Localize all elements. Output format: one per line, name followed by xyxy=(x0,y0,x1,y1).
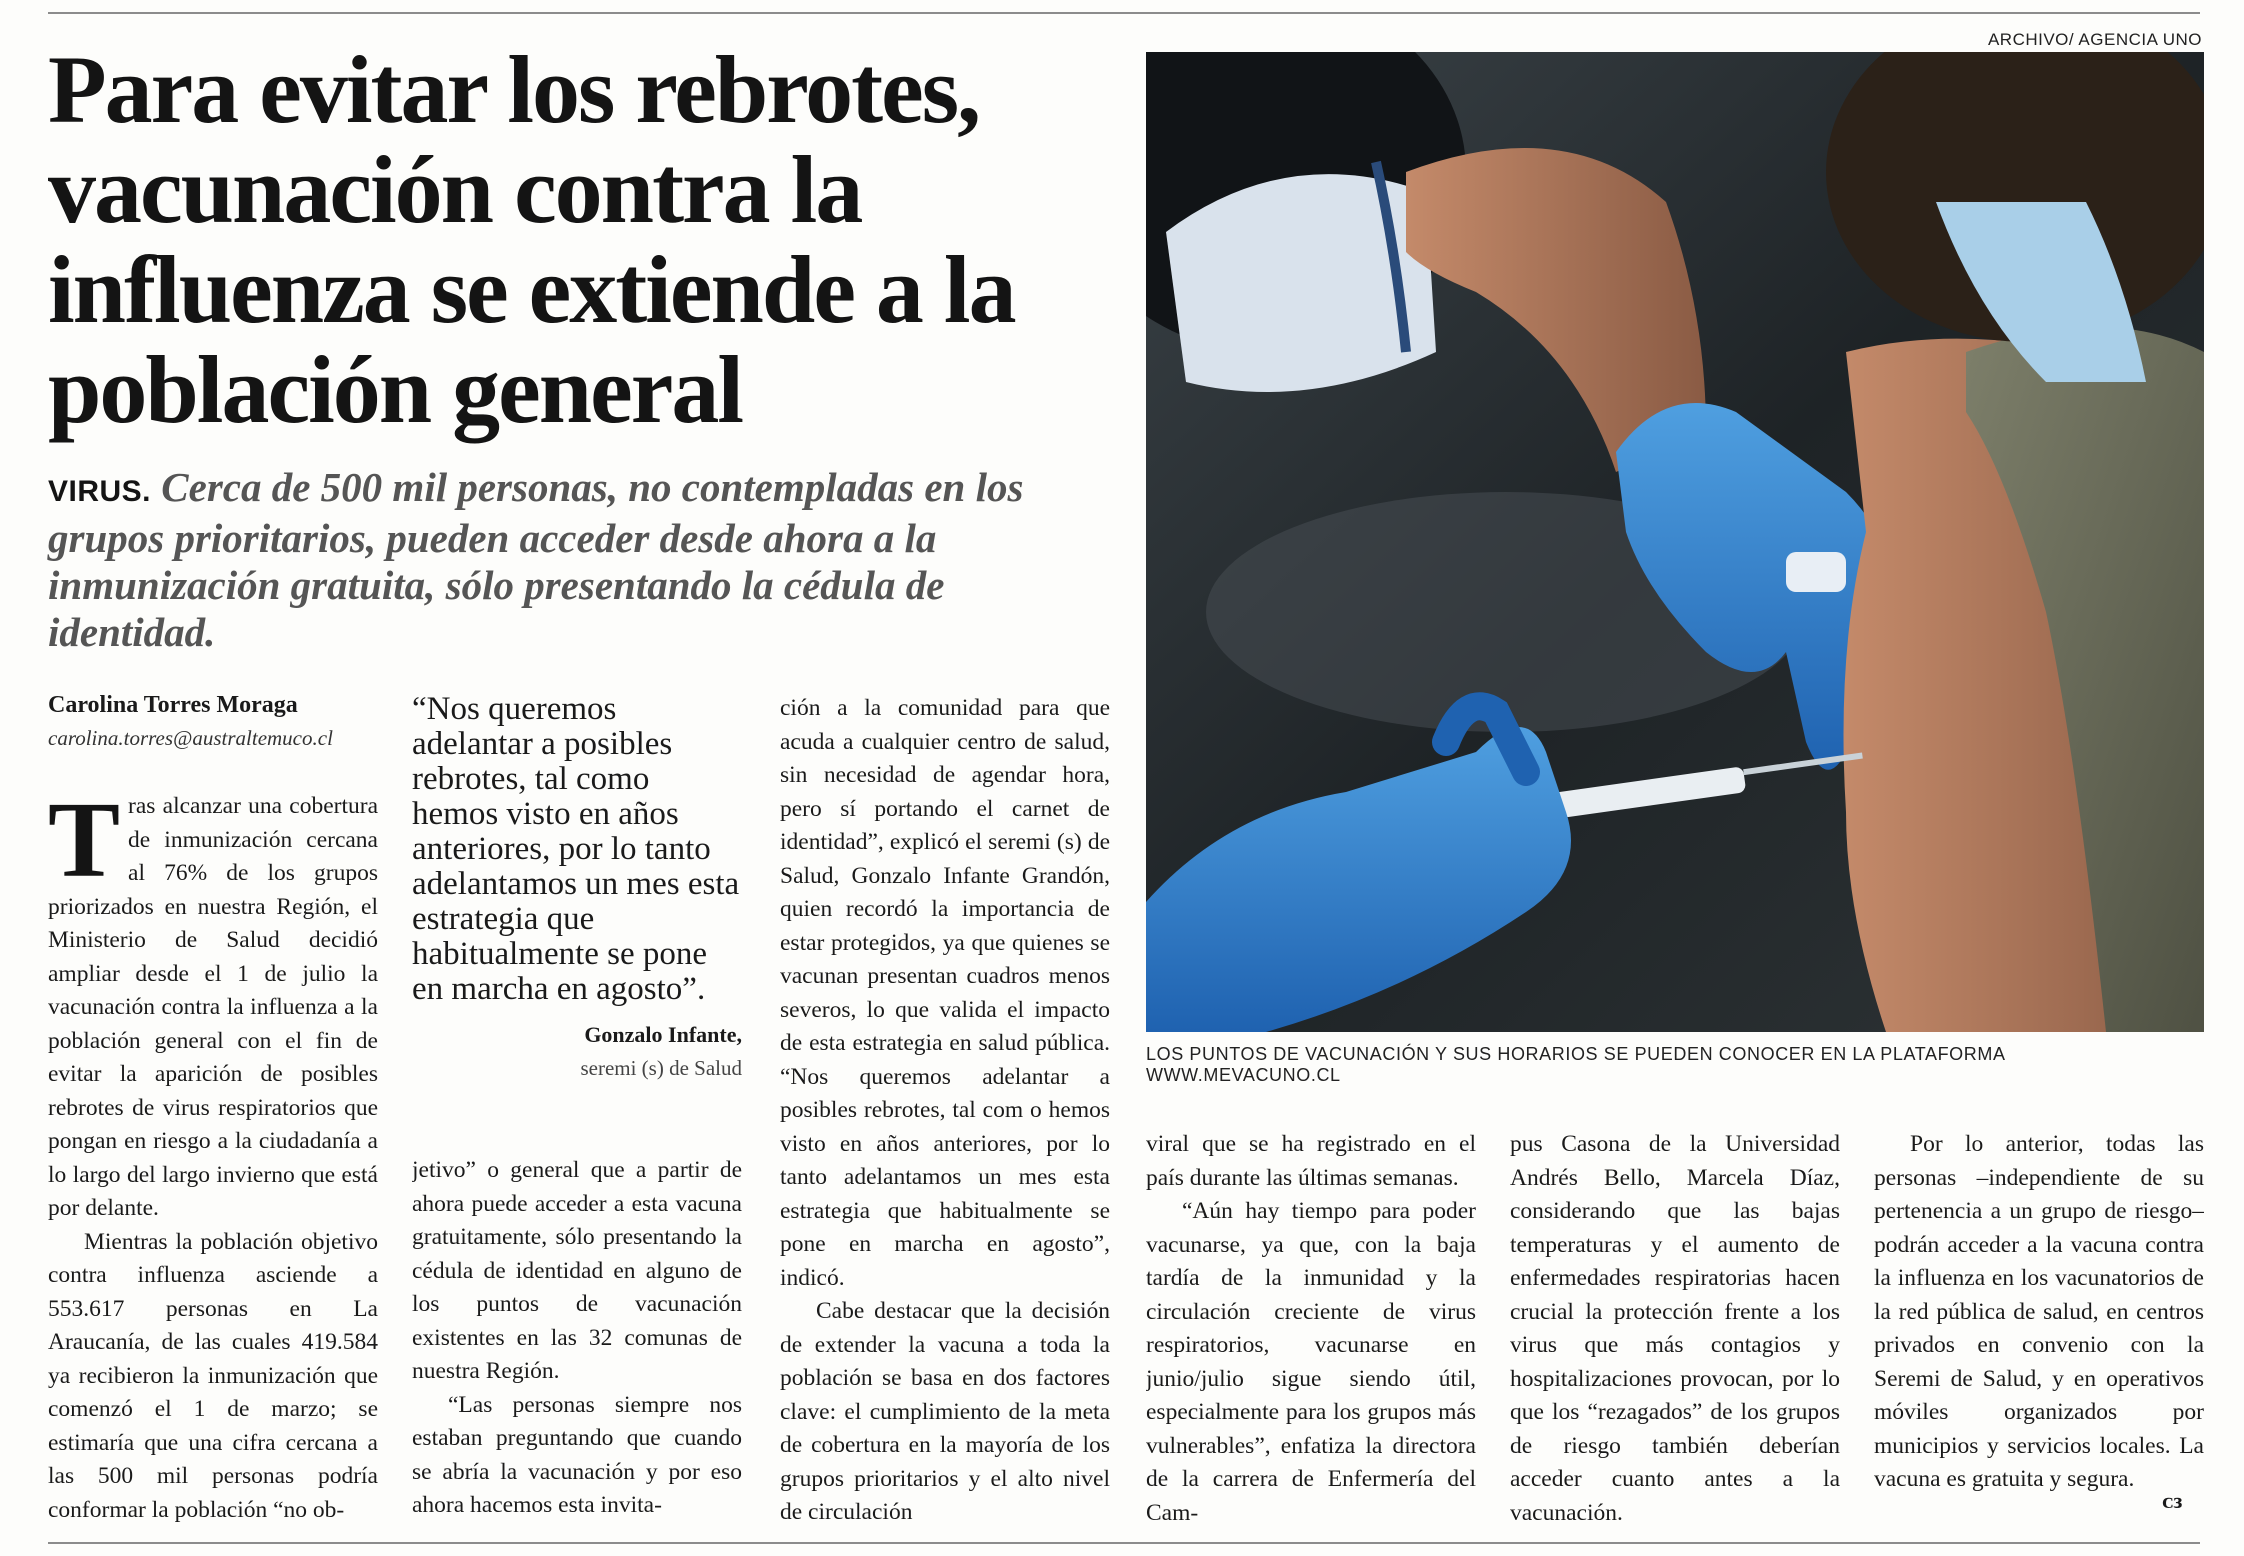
deck-kicker: VIRUS. xyxy=(48,475,152,508)
body-paragraph xyxy=(48,790,378,1226)
byline-author: Carolina Torres Moraga xyxy=(48,692,298,718)
body-paragraph: viral que se ha registrado en el país durante las últimas semanas. xyxy=(1146,1131,1476,1191)
body-column-5 xyxy=(1510,1128,1840,1532)
deck xyxy=(48,464,1088,656)
vaccination-photo xyxy=(1146,52,2204,1032)
body-paragraph: “Aún hay tiempo para poder vacunarse, ya que, con la baja tardía de la inmunidad y la circulación creciente de virus respiratorios, vacunarse en junio/julio sigue siendo útil, especialmente para los grupos más vulnerables”, enfatiza la directora de la carrera de Enfermería del Cam- xyxy=(1146,1198,1476,1526)
byline-email[interactable]: carolina.torres@australtemuco.cl xyxy=(48,726,333,750)
photo-credit: ARCHIVO/ AGENCIA UNO xyxy=(1987,30,2202,49)
body-column-4 xyxy=(1146,1128,1476,1532)
pull-quote-role: seremi (s) de Salud xyxy=(580,1056,742,1080)
deck-text: Cerca de 500 mil personas, no contempladas en los grupos prioritarios, pueden acceder desde ahora a la inmunización gratuita, sólo presentando la cédula de identidad. xyxy=(48,464,1024,655)
body-paragraph: pus Casona de la Universidad Andrés Bello, Marcela Díaz, considerando que las bajas temperaturas y el aumento de enfermedades respiratorias hacen crucial la protección frente a los virus que más contagios y hospitalizaciones provocan, por lo que los “rezagados” de los grupos de riesgo también deberían acceder cuanto antes a la vacunación. xyxy=(1510,1131,1840,1526)
body-column-1 xyxy=(48,790,378,1530)
pull-quote-name: Gonzalo Infante, xyxy=(584,1022,742,1047)
body-column-2 xyxy=(412,1154,742,1530)
body-column-3 xyxy=(780,692,1110,1532)
paragraph-text: ras alcanzar una cobertura de inmunización cercana al 76% de los grupos priorizados en nuestra Región, el Ministerio de Salud decidió ampliar desde el 1 de julio la vacunación contra la influenza a la población general con el fin de evitar la aparición de posibles rebrotes de virus respiratorios que pongan en riesgo a la ciudadanía a lo largo del largo invierno que está por delante. xyxy=(48,793,378,1221)
end-mark: ᴄз xyxy=(2162,1488,2183,1513)
body-paragraph: ción a la comunidad para que acuda a cualquier centro de salud, sin necesidad de agendar hora, pero sí portando el carnet de identidad”, explicó el seremi (s) de Salud, Gonzalo Infante Grandón, quien recordó la importancia de estar protegidos, ya que quienes se vacunan presentan cuadros menos severos, lo que valida el impacto de esta estrategia en salud pública. “Nos queremos adelantar a posibles rebrotes, tal com o hemos visto en años anteriores, por lo tanto adelantamos un mes esta estrategia que habitualmente se pone en marcha en agosto”, indicó. xyxy=(780,695,1110,1291)
bottom-rule xyxy=(48,1542,2200,1544)
body-paragraph: jetivo” o general que a partir de ahora puede acceder a esta vacuna gratuitamente, sólo presentando la cédula de identidad en alguno de los puntos de vacunación existentes en las 32 comunas de nuestra Región. xyxy=(412,1157,742,1384)
pull-quote: “Nos queremos adelantar a posibles rebrotes, tal como hemos visto en años anteriores, por lo tanto adelantamos un mes esta estrategia que habitualmente se pone en marcha en agosto”. xyxy=(412,691,740,1007)
photo-caption: LOS PUNTOS DE VACUNACIÓN Y SUS HORARIOS SE PUEDEN CONOCER EN LA PLATAFORMA WWW.MEVACUNO.CL xyxy=(1146,1044,2005,1085)
headline: Para evitar los rebrotes, vacunación contra la influenza se extiende a la población general xyxy=(48,36,1015,443)
vaccination-photo-illustration xyxy=(1146,52,2204,1032)
body-paragraph: Cabe destacar que la decisión de extender la vacuna a toda la población se basa en dos factores clave: el cumplimiento de la meta de cobertura en la mayoría de los grupos prioritarios y el alto nivel de circulación xyxy=(780,1298,1110,1525)
top-rule xyxy=(48,12,2200,14)
body-paragraph: Mientras la población objetivo contra influenza asciende a 553.617 personas en La Araucanía, de las cuales 419.584 ya recibieron la inmunización que comenzó el 1 de marzo; se estimaría que una cifra cercana a las 500 mil personas podría conformar la población “no ob- xyxy=(48,1228,378,1523)
body-paragraph: Por lo anterior, todas las personas –independiente de su pertenencia a un grupo de riesgo– podrán acceder a la vacuna contra la influenza en los vacunatorios de la red pública de salud, en centros privados en convenio con la Seremi de Salud, y en operativos móviles organizados por municipios y servicios locales. La vacuna es gratuita y segura. xyxy=(1874,1131,2204,1492)
body-paragraph: “Las personas siempre nos estaban preguntando que cuando se abría la vacunación y por eso ahora hacemos esta invita- xyxy=(412,1391,742,1518)
body-column-6 xyxy=(1874,1128,2204,1532)
drop-cap: T xyxy=(48,790,121,900)
